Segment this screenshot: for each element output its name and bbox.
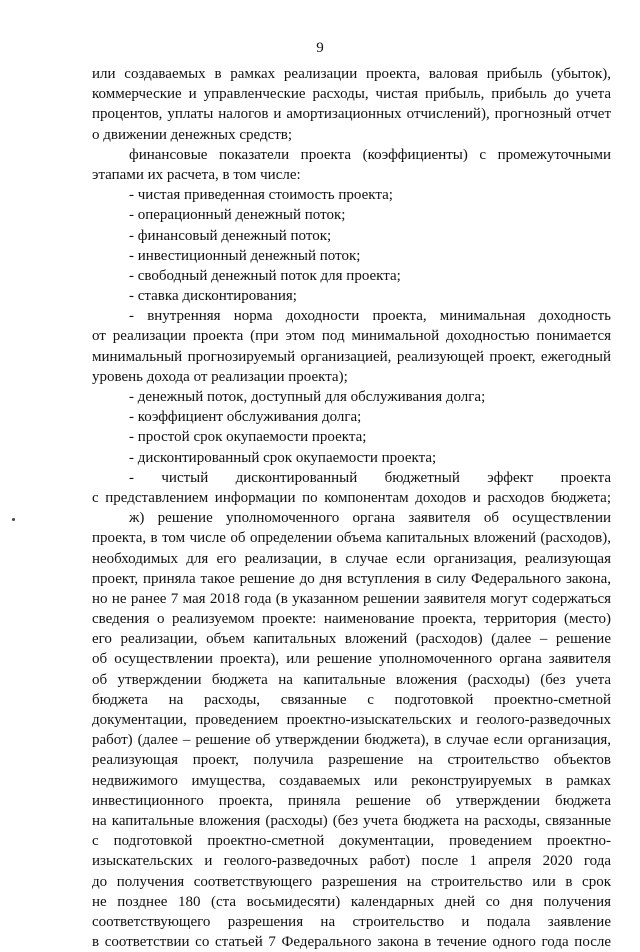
text-line: работ) (далее – решение об утверждении бюджета), в случае если организация,	[92, 732, 611, 749]
text-line: но не ранее 7 мая 2018 года (в указанном решении заявителя могут содержаться	[92, 590, 611, 607]
text-line: - операционный денежный поток;	[129, 207, 346, 224]
text-line: бюджета на расходы, связанные с подготовкой проектно-сметной	[92, 691, 611, 708]
text-line: инвестиционного проекта, приняла решение об утверждении бюджета	[92, 792, 611, 809]
text-line: - дисконтированный срок окупаемости проекта;	[129, 449, 437, 466]
text-line: - коэффициент обслуживания долга;	[129, 409, 362, 426]
text-line: об утверждении бюджета на капитальные вложения (расходы) (без учета	[92, 671, 611, 688]
text-line: на капитальные вложения (расходы) (без учета бюджета на расходы, связанные	[92, 812, 611, 829]
text-line: документации, проведением проектно-изыскательских и геолого-разведочных	[92, 712, 611, 728]
text-line: не позднее 180 (ста восьмидесяти) календарных дней со дня получения	[92, 893, 611, 910]
text-line: - свободный денежный поток для проекта;	[129, 267, 401, 284]
text-line: - внутренняя норма доходности проекта, минимальная доходность	[129, 308, 611, 325]
text-line: ж) решение уполномоченного органа заявителя об осуществлении	[129, 510, 611, 527]
text-line: или создаваемых в рамках реализации проекта, валовая прибыль (убыток),	[92, 66, 611, 82]
text-line: - чистый дисконтированный бюджетный эффект проекта	[129, 469, 611, 486]
text-line: сведения о реализуемом проекте: наименование проекта, территория (место)	[92, 611, 611, 628]
text-line: - финансовый денежный поток;	[129, 227, 332, 244]
scan-mark	[12, 518, 15, 521]
page-number: 9	[316, 40, 324, 56]
text-line: необходимых для его реализации, в случае если организация, реализующая	[92, 550, 611, 567]
text-line: - простой срок окупаемости проекта;	[129, 429, 367, 446]
text-line: от реализации проекта (при этом под минимальной доходностью понимается	[92, 328, 611, 345]
text-line: финансовые показатели проекта (коэффициенты) с промежуточными	[129, 146, 611, 163]
text-line: с представлением информации по компонентам доходов и расходов бюджета;	[92, 489, 611, 506]
text-line: процентов, уплаты налогов и амортизационных отчислений), прогнозный отчет	[92, 106, 611, 123]
text-line: - денежный поток, доступный для обслуживания долга;	[129, 389, 486, 405]
text-line: уровень дохода от реализации проекта);	[92, 368, 348, 385]
text-line: соответствующего разрешения на строительство и подала заявление	[92, 913, 611, 930]
text-line: до получения соответствующего разрешения на строительство или в срок	[92, 873, 611, 890]
text-line: его реализации, объем капитальных вложений (расходов) (далее – решение	[92, 631, 611, 648]
text-line: - инвестиционный денежный поток;	[129, 247, 361, 264]
text-line: реализующая проект, получила разрешение на строительство объектов	[92, 752, 611, 769]
body-text	[92, 64, 611, 952]
text-line: изыскательских и геолого-разведочных работ) после 1 апреля 2020 года	[92, 853, 611, 870]
text-line: - ставка дисконтирования;	[129, 288, 297, 305]
text-line: проекта, в том числе об определении объема капитальных вложений (расходов),	[92, 530, 611, 547]
text-line: недвижимого имущества, создаваемых или реконструируемых в рамках	[92, 772, 611, 789]
text-line: проект, приняла такое решение до дня вступления в силу Федерального закона,	[92, 570, 611, 587]
text-line: о движении денежных средств;	[92, 126, 293, 143]
text-line: с подготовкой проектно-сметной документации, проведением проектно-	[92, 833, 611, 850]
text-line: об осуществлении проекта), или решение уполномоченного органа заявителя	[92, 651, 611, 668]
text-line: минимальный прогнозируемый организацией, реализующей проект, ежегодный	[92, 348, 611, 365]
text-line: этапами их расчета, в том числе:	[92, 166, 301, 183]
text-line: коммерческие и управленческие расходы, чистая прибыль, прибыль до учета	[92, 86, 611, 103]
text-line: в соответствии со статьей 7 Федерального закона в течение одного года после	[92, 934, 611, 951]
text-line: - чистая приведенная стоимость проекта;	[129, 187, 393, 204]
